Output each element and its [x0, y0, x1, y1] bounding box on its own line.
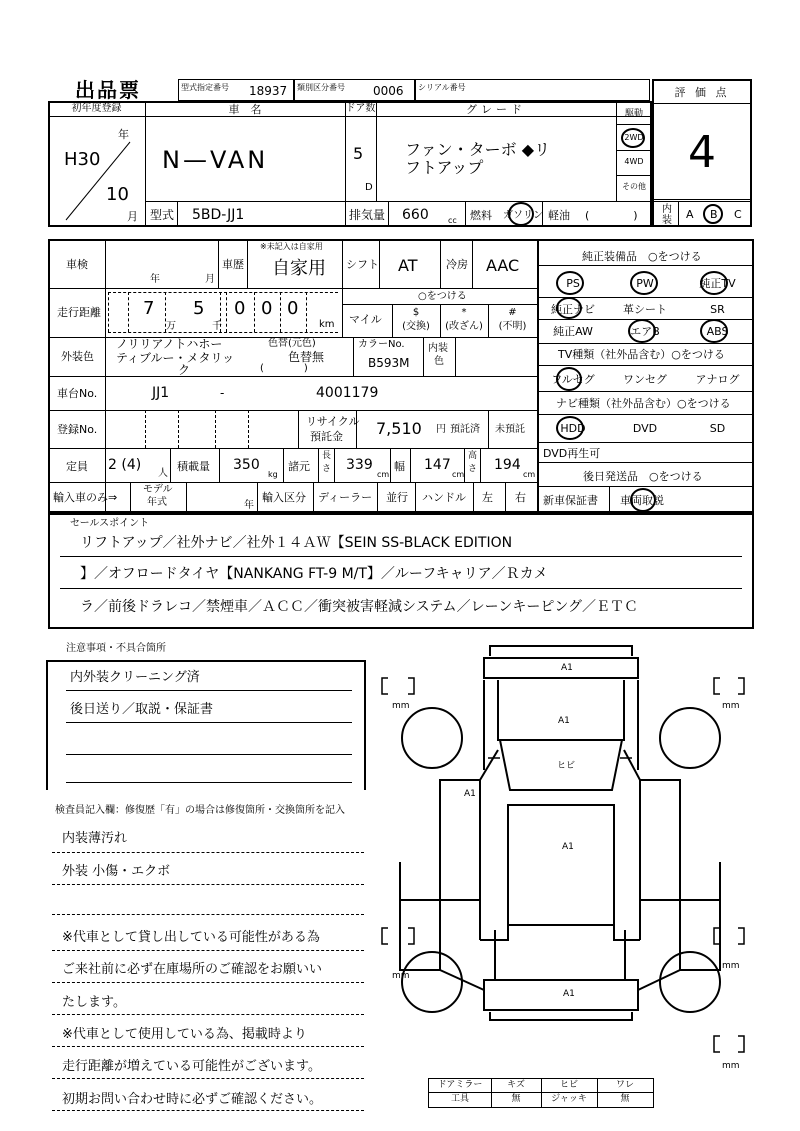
recycle-unit: 円 [436, 424, 446, 435]
tire-rear-right [660, 952, 720, 1012]
import-type-label: 輸入区分 [262, 491, 306, 504]
doors-label: ドア数 [345, 103, 376, 114]
load-label: 積載量 [177, 460, 210, 473]
shift-label: シフト [346, 258, 379, 271]
length-label-2: さ [322, 464, 332, 474]
inspection-month-unit: 月 [205, 274, 215, 285]
fuel-diesel: 軽油 [548, 209, 570, 222]
recycle-label-2: 預託金 [310, 430, 343, 443]
load-unit: kg [268, 470, 278, 479]
first-reg-label: 初年度登録 [71, 103, 122, 114]
tv-fullseg-circle [556, 367, 582, 391]
equip-navi-circle [556, 297, 582, 319]
mm-rear-left: mm [392, 971, 410, 981]
front-bumper [490, 646, 632, 656]
history-label: 車歴 [222, 258, 244, 271]
inspection-label: 車検 [66, 258, 88, 271]
score-value: 4 [688, 127, 716, 178]
damage-roof: A1 [562, 842, 574, 852]
mm-spare: mm [722, 1061, 740, 1071]
notes-label: 注意事項・不具合箇所 [66, 643, 166, 654]
equip-navi: 純正ナビ [551, 303, 595, 316]
capacity-value: 2 (4) [108, 457, 142, 473]
dvd-play-label: DVD再生可 [543, 447, 601, 460]
load-value: 350 [233, 457, 260, 473]
hood [498, 680, 624, 740]
later-warranty: 新車保証書 [543, 494, 598, 507]
inspector-line-6: たします。 [62, 995, 126, 1010]
rear-gate [484, 980, 638, 1010]
legend-tool-label: 工具 [450, 1094, 469, 1104]
man-unit: 万 [166, 321, 176, 332]
import-parallel: 並行 [386, 491, 408, 504]
right-front-door [640, 780, 680, 900]
color-change-label: 色替(元色) [268, 338, 316, 349]
tire-rear-left [402, 952, 462, 1012]
class-no: 0006 [373, 84, 404, 98]
serial-label: シリアル番号 [418, 83, 466, 92]
type-no-label: 型式指定番号 [181, 83, 229, 92]
equip-airbag: エアB [630, 325, 660, 338]
recycle-value: 7,510 [376, 419, 422, 438]
legend-header-3: ヒビ [559, 1080, 578, 1090]
later-title: 後日発送品 ○をつける [583, 470, 703, 483]
equipment-title: 純正装備品 ○をつける [582, 250, 702, 263]
drive-2wd-circle [621, 128, 645, 148]
sen-unit: 千 [212, 321, 222, 332]
color-no-label: カラーNo. [358, 339, 405, 350]
exchange-label: (交換) [402, 321, 430, 332]
form-title: 出品票 [75, 78, 141, 102]
length-unit: cm [377, 470, 390, 479]
legend-header-1: ドアミラー [437, 1080, 483, 1090]
later-manual-circle [630, 488, 656, 512]
notes-line-2: 後日送り／取説・保証書 [70, 702, 214, 717]
legend-tool-value: 無 [511, 1094, 521, 1104]
drive-4wd: 4WD [624, 157, 644, 166]
fuel-gasoline: ガソリン [503, 210, 543, 221]
mile-label: マイル [349, 313, 382, 326]
equip-leather: 革シート [623, 303, 667, 316]
equip-ps: PS [566, 277, 580, 290]
import-year-unit: 年 [244, 500, 254, 511]
inspector-line-4: ※代車として貸し出している可能性がある為 [62, 930, 320, 945]
first-reg-year: H30 [64, 149, 101, 170]
legend-jack-value: 無 [620, 1094, 630, 1104]
altered-label: (改ざん) [445, 321, 483, 332]
inspector-line-7: ※代車として使用している為、掲載時より [62, 1027, 307, 1042]
model-year-label-1: モデル [143, 484, 173, 495]
fuel-gasoline-circle [508, 202, 534, 226]
chassis-prefix: JJ1 [152, 385, 170, 401]
legend-table [428, 1078, 654, 1108]
handle-label: ハンドル [422, 491, 466, 504]
score-label: 評 価 点 [674, 86, 730, 99]
inspector-line-5: ご来社前に必ず在庫場所のご確認をお願いい [62, 962, 323, 977]
mileage-digit-1: 7 [143, 298, 155, 319]
chassis-dash: - [220, 386, 225, 400]
equip-airbag-circle [628, 319, 656, 343]
reg-no-label: 登録No. [57, 423, 98, 436]
roof [508, 805, 614, 925]
chassis-label: 車台No. [57, 387, 98, 400]
legend-header-4: ワレ [615, 1080, 634, 1090]
shift-value: AT [398, 256, 418, 275]
interior-b: B [710, 208, 718, 221]
model-year-label-2: 年式 [147, 497, 167, 508]
length-label-1: 長 [322, 451, 332, 461]
model-label: 型式 [150, 208, 175, 222]
ac-label: 冷房 [446, 258, 468, 271]
doors-value: 5 [353, 144, 364, 163]
sales-line-2: 】／オフロードタイヤ【NANKANG FT-9 M/T】／ルーフキャリア／Ｒカメ [80, 566, 548, 582]
inspector-label: 検査員記入欄：修復歴「有」の場合は修復箇所・交換箇所を記入 [55, 805, 345, 816]
interior-label-2: 装 [662, 215, 672, 226]
length-value: 339 [346, 457, 373, 473]
mileage-digit-5: 0 [287, 298, 299, 319]
model-value: 5BD-JJ1 [192, 207, 245, 223]
door-suffix: D [365, 182, 373, 193]
car-name: N—VAN [162, 146, 269, 174]
import-dealer: ディーラー [318, 491, 373, 504]
sales-line-1: リフトアップ／社外ナビ／社外１４ＡＷ【SEIN SS-BLACK EDITION [80, 535, 513, 551]
interior-a: A [686, 208, 694, 221]
type-no: 18937 [249, 84, 288, 98]
dims-label: 諸元 [288, 460, 310, 473]
color-change-paren: ( ) [260, 363, 308, 374]
recycle-unpaid: 未預託 [495, 424, 525, 435]
equip-tv: 純正TV [699, 277, 736, 290]
import-label: 輸入車のみ⇒ [53, 491, 118, 504]
mileage-digit-4: 0 [261, 298, 273, 319]
grade-line2: フトアップ [405, 158, 484, 177]
interior-b-circle [703, 204, 723, 224]
legend-jack-label: ジャッキ [551, 1094, 587, 1104]
later-manual: 車両取説 [620, 494, 664, 507]
damage-front-bumper: A1 [561, 663, 573, 673]
type-no-box [178, 79, 294, 101]
serial-box [415, 79, 650, 101]
ac-value: AAC [486, 256, 520, 275]
equip-pw-circle [630, 271, 658, 295]
mileage-digit-3: 0 [234, 298, 246, 319]
inspector-line-8: 走行距離が増えている可能性がございます。 [62, 1059, 321, 1074]
inspector-line-1: 内装薄汚れ [62, 831, 128, 846]
tv-fullseg: フルセグ [551, 373, 595, 386]
navi-title: ナビ種類（社外品含む）○をつける [556, 397, 731, 410]
navi-hdd: HDD [560, 422, 586, 435]
equip-tv-circle [700, 271, 728, 295]
recycle-label-1: リサイクル [306, 415, 360, 428]
height-label-1: 高 [468, 451, 478, 461]
tire-front-left [402, 708, 462, 768]
mileage-circle-note: ○をつける [418, 291, 467, 302]
navi-hdd-circle [556, 416, 584, 440]
interior-label-1: 内 [662, 204, 672, 215]
damage-rear-bumper: A1 [563, 989, 575, 999]
capacity-unit: 人 [158, 468, 168, 479]
damage-hood: A1 [558, 716, 570, 726]
int-color-label-2: 色 [434, 356, 444, 367]
inspector-line-9: 初期お問い合わせ時に必ずご確認ください。 [62, 1092, 323, 1107]
drive-other: その他 [622, 182, 646, 191]
tv-oneseg: ワンセグ [623, 373, 667, 386]
inspector-line-2: 外装 小傷・エクボ [62, 864, 171, 879]
grade-line1: ファン・ターボ ◆リ [405, 140, 551, 159]
height-label-2: さ [468, 464, 478, 474]
unknown-label: (不明) [498, 321, 527, 332]
height-unit: cm [523, 470, 536, 479]
color-name-3: ク [178, 363, 191, 377]
color-no-value: B593M [368, 356, 410, 370]
width-value: 147 [424, 457, 451, 473]
width-unit: cm [452, 470, 465, 479]
height-value: 194 [494, 457, 521, 473]
sales-label: セールスポイント [70, 518, 150, 529]
fuel-label: 燃料 [470, 209, 492, 222]
car-name-label: 車 名 [228, 103, 262, 116]
navi-sd: SD [709, 422, 726, 435]
mm-front-right: mm [722, 701, 740, 711]
mileage-digit-2: 5 [193, 298, 205, 319]
rear-window [495, 930, 625, 980]
tv-analog: アナログ [695, 373, 740, 386]
mileage-label: 走行距離 [57, 306, 101, 319]
color-label: 外装色 [61, 350, 94, 363]
tire-front-right [660, 708, 720, 768]
int-color-label-1: 内装 [428, 343, 448, 354]
color-change-value: 色替無 [288, 350, 325, 364]
displacement-unit: cc [448, 216, 457, 225]
unknown-sym: # [508, 307, 517, 318]
capacity-label: 定員 [66, 460, 88, 473]
equip-sr: SR [710, 303, 725, 316]
width-label: 幅 [394, 460, 405, 473]
damage-left-door: A1 [464, 789, 476, 799]
equip-pw: PW [636, 277, 654, 290]
class-no-box [294, 79, 415, 101]
handle-right: 右 [515, 491, 526, 504]
chassis-no: 4001179 [316, 385, 379, 401]
equip-abs-circle [700, 319, 728, 343]
exchange-sym: $ [412, 307, 420, 318]
history-note: ※未記入は自家用 [260, 242, 323, 251]
navi-dvd: DVD [632, 422, 658, 435]
color-name-1: ノリリアノトハホー [116, 337, 223, 351]
rear-bumper [490, 1012, 632, 1020]
handle-left: 左 [482, 491, 493, 504]
history-value: 自家用 [272, 258, 326, 279]
km-unit: km [319, 319, 335, 330]
car-damage-diagram [380, 640, 760, 1080]
color-name-2: ティブルー・メタリッ [116, 351, 235, 365]
displacement-value: 660 [402, 207, 429, 223]
equip-ps-circle [556, 271, 584, 295]
notes-line-1: 内外装クリーニング済 [70, 670, 200, 685]
mm-front-left: mm [392, 701, 410, 711]
damage-windshield: ヒビ [557, 761, 576, 771]
month-unit: 月 [127, 210, 138, 223]
grade-label: グレード [466, 103, 526, 116]
legend-header-2: キズ [507, 1080, 525, 1090]
first-reg-month: 10 [106, 184, 129, 205]
recycle-paid: 預託済 [450, 424, 480, 435]
altered-sym: * [461, 307, 467, 318]
displacement-label: 排気量 [349, 208, 386, 222]
year-unit: 年 [118, 128, 129, 141]
drive-label: 駆動 [624, 109, 643, 119]
class-no-label: 類別区分番号 [297, 83, 345, 92]
drive-2wd: 2WD [624, 133, 644, 142]
inspection-year-unit: 年 [150, 274, 160, 285]
tv-title: TV種類（社外品含む）○をつける [558, 348, 725, 361]
equip-abs: ABS [706, 325, 729, 338]
equip-aw: 純正AW [553, 325, 593, 338]
interior-c: C [734, 208, 742, 221]
sales-line-3: ラ／前後ドラレコ／禁煙車／ＡＣＣ／衝突被害軽減システム／レーンキーピング／ＥＴＣ [80, 599, 639, 615]
fuel-paren: ( ) [585, 209, 638, 222]
mm-rear-right: mm [722, 961, 740, 971]
